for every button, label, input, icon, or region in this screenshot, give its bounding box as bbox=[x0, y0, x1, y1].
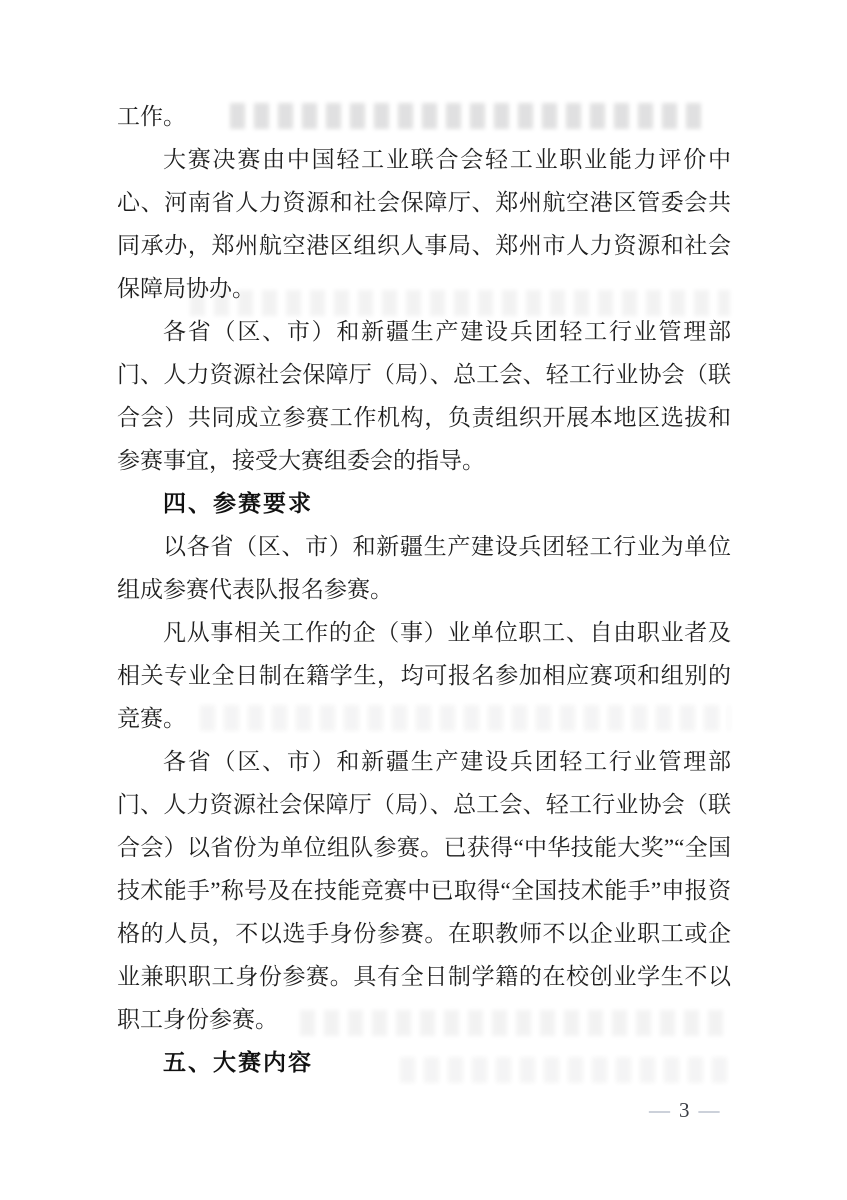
body-paragraph-work-organizations: 各省（区、市）和新疆生产建设兵团轻工行业管理部门、人力资源社会保障厅（局）、总工会、轻工行业协会（联合会）共同成立参赛工作机构，负责组织开展本地区选拔和参赛事宜，接受大赛组委会的指导。 bbox=[117, 319, 731, 473]
body-paragraph-eligibility: 凡从事相关工作的企（事）业单位职工、自由职业者及相关专业全日制在籍学生，均可报名参加相应赛项和组别的竞赛。 bbox=[117, 620, 731, 731]
body-paragraph-participation-rules: 各省（区、市）和新疆生产建设兵团轻工行业管理部门、人力资源社会保障厅（局）、总工会、轻工行业协会（联合会）以省份为单位组队参赛。已获得“中华技能大奖”“全国技术能手”称号及在技能竞赛中已取得“全国技术能手”申报资格的人员，不以选手身份参赛。在职教师不以企业职工或企业兼职职工身份参赛。具有全日制学籍的在校创业学生不以职工身份参赛。 bbox=[117, 749, 731, 1032]
section-heading-4-entry-requirements: 四、参赛要求 bbox=[163, 490, 313, 516]
paragraph-continuation: 工作。 bbox=[117, 104, 186, 129]
section-heading-5-competition-content: 五、大赛内容 bbox=[163, 1049, 313, 1075]
body-paragraph-team-registration: 以各省（区、市）和新疆生产建设兵团轻工行业为单位组成参赛代表队报名参赛。 bbox=[117, 534, 731, 602]
page-number-right-dash: — bbox=[698, 1098, 720, 1122]
body-paragraph-organizers: 大赛决赛由中国轻工业联合会轻工业职业能力评价中心、河南省人力资源和社会保障厅、郑州航空港区管委会共同承办，郑州航空港区组织人事局、郑州市人力资源和社会保障局协办。 bbox=[117, 147, 731, 301]
body-text-column bbox=[117, 95, 731, 1084]
page-number-value: 3 bbox=[679, 1098, 690, 1122]
page-number-left-dash: — bbox=[649, 1098, 670, 1122]
page-number bbox=[640, 1100, 729, 1121]
